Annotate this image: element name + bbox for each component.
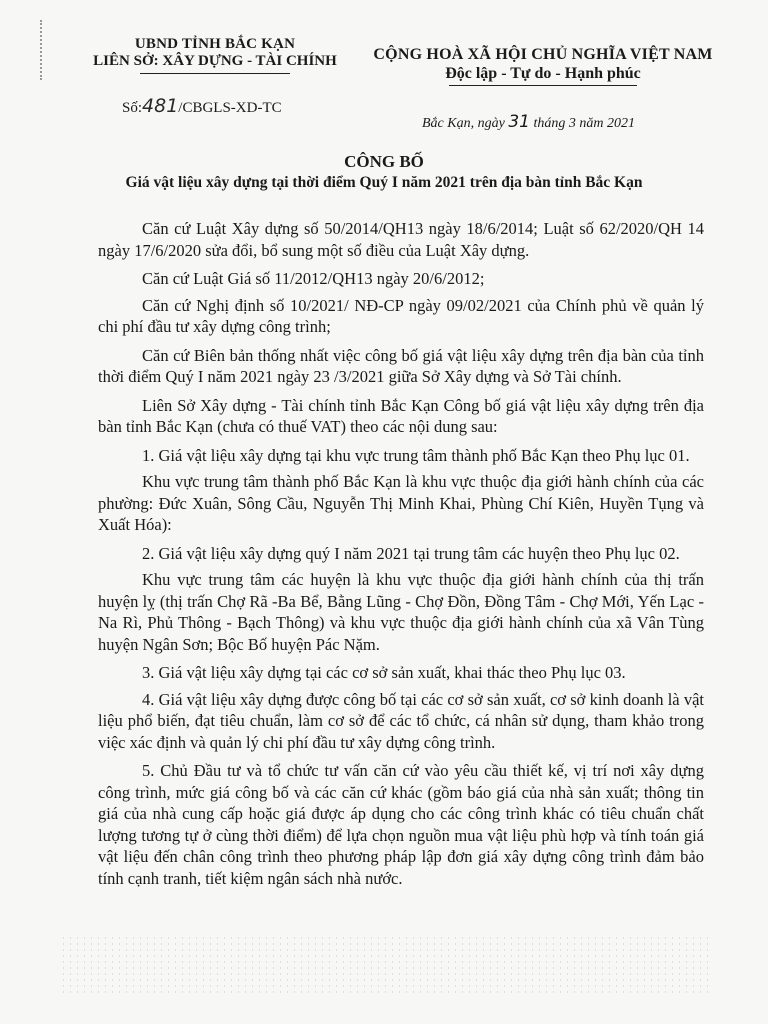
paragraph: Liên Sở Xây dựng - Tài chính tỉnh Bắc Kạn Công bố giá vật liệu xây dựng trên địa bàn tỉnh Bắc Kạn (chưa có thuế VAT) theo các nội dung sau:: [98, 395, 704, 436]
country-name: CỘNG HOÀ XÃ HỘI CHỦ NGHĨA VIỆT NAM: [373, 46, 713, 63]
paragraph: 5. Chủ Đầu tư và tổ chức tư vấn căn cứ vào yêu cầu thiết kế, vị trí nơi xây dựng công trình, mức giá công bố và các căn cứ khác (gồm báo giá của nhà sản xuất; thông tin giá của nhà cung cấp hoặc giá được áp dụng cho các công trình khác có tiêu chuẩn chất lượng tương tự ở cùng thời điểm) để lựa chọn nguồn mua vật liệu phù hợp và tính toán giá vật liệu đến chân công trình theo phương pháp lập đơn giá xây dựng công trình đảm bảo tính cạnh tranh, tiết kiệm ngân sách nhà nước.: [98, 761, 704, 888]
paragraph: Căn cứ Luật Xây dựng số 50/2014/QH13 ngày 18/6/2014; Luật số 62/2020/QH 14 ngày 17/6/2020 sửa đổi, bổ sung một số điều của Luật Xây dựng.: [98, 219, 704, 260]
date-prefix: Bắc Kạn, ngày: [422, 116, 505, 131]
issuer-province: UBND TỈNH BẮC KẠN: [134, 36, 296, 52]
national-motto-block: [348, 46, 738, 86]
paragraph: Khu vực trung tâm thành phố Bắc Kạn là khu vực thuộc địa giới hành chính của các phường: Đức Xuân, Sông Cầu, Nguyễn Thị Minh Khai, Phùng Chí Kiên, Huyền Tụng và Xuất Hóa):: [98, 472, 704, 534]
paragraph: 4. Giá vật liệu xây dựng được công bố tại các cơ sở sản xuất, cơ sở kinh doanh là vật liệu phổ biến, đạt tiêu chuẩn, làm cơ sở để các tổ chức, cá nhân sử dụng, tham khảo trong việc xác định và quản lý chi phí đầu tư xây dựng công trình.: [98, 689, 704, 752]
paragraph: 1. Giá vật liệu xây dựng tại khu vực trung tâm thành phố Bắc Kạn theo Phụ lục 01.: [142, 445, 690, 465]
issuer-department: LIÊN SỞ: XÂY DỰNG - TÀI CHÍNH: [93, 53, 337, 69]
document-title: CÔNG BỐ: [344, 152, 424, 171]
document-number: [122, 95, 282, 117]
scan-noise: [60, 935, 710, 995]
document-number-prefix: Số:: [122, 100, 143, 116]
document-body: [98, 218, 704, 896]
scan-artifact: [40, 20, 48, 80]
paragraph: Căn cứ Biên bản thống nhất việc công bố giá vật liệu xây dựng trên địa bàn của tỉnh thời điểm Quý I năm 2021 ngày 23 /3/2021 giữa Sở Xây dựng và Sở Tài chính.: [98, 345, 704, 386]
issuer-block: [70, 36, 360, 74]
date-day-handwritten: 31: [508, 112, 530, 132]
motto: Độc lập - Tự do - Hạnh phúc: [445, 65, 641, 82]
date-suffix: tháng 3 năm 2021: [533, 116, 635, 131]
paragraph: 3. Giá vật liệu xây dựng tại các cơ sở sản xuất, khai thác theo Phụ lục 03.: [142, 663, 626, 682]
paragraph: 2. Giá vật liệu xây dựng quý I năm 2021 tại trung tâm các huyện theo Phụ lục 02.: [142, 543, 680, 563]
document-number-handwritten: 481: [142, 95, 179, 117]
paragraph: Khu vực trung tâm các huyện là khu vực thuộc địa giới hành chính của thị trấn huyện lỵ (thị trấn Chợ Rã -Ba Bể, Bằng Lũng - Chợ Đồn, Đồng Tâm - Chợ Mới, Yến Lạc - Na Rì, Phủ Thông - Bạch Thông) và khu vực thuộc địa giới hành chính của xã Vân Tùng huyện Ngân Sơn; Bộc Bố huyện Pác Nặm.: [98, 570, 704, 654]
document-number-suffix: /CBGLS-XD-TC: [178, 100, 282, 116]
paragraph: Căn cứ Luật Giá số 11/2012/QH13 ngày 20/6/2012;: [142, 269, 485, 288]
document-subtitle: Giá vật liệu xây dựng tại thời điểm Quý I năm 2021 trên địa bàn tỉnh Bắc Kạn: [125, 174, 643, 191]
motto-underline: [449, 85, 637, 86]
document-date: [422, 112, 635, 132]
issuer-underline: [140, 73, 290, 74]
paragraph: Căn cứ Nghị định số 10/2021/ NĐ-CP ngày 09/02/2021 của Chính phủ về quản lý chi phí đầu tư xây dựng công trình;: [98, 295, 704, 336]
